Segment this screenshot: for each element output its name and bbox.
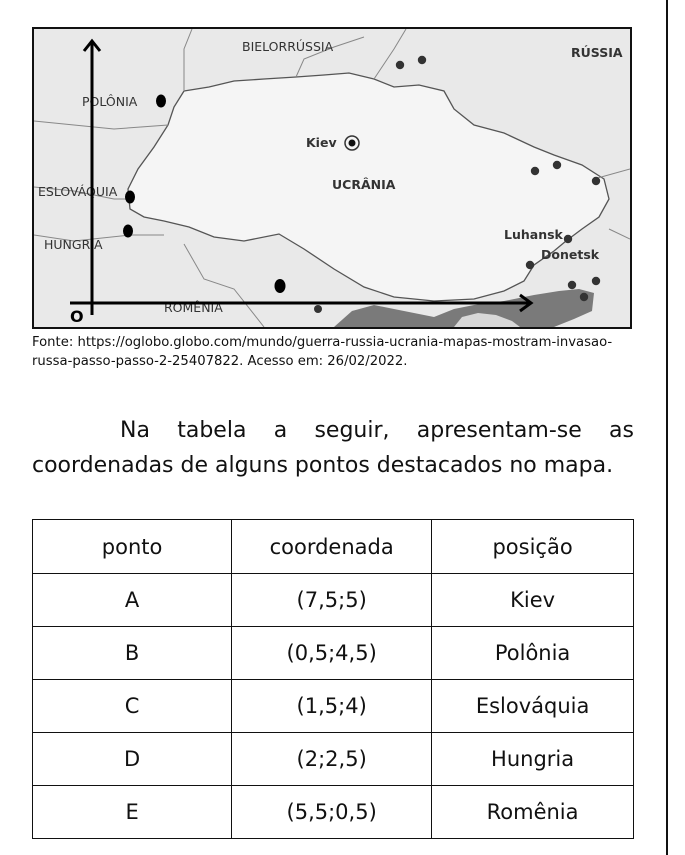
cell-coordenada: (1,5;4) xyxy=(232,680,432,733)
cell-coordenada: (7,5;5) xyxy=(232,574,432,627)
table-row xyxy=(33,627,634,680)
cell-ponto: B xyxy=(33,627,232,680)
label-donetsk: Donetsk xyxy=(541,247,600,262)
cell-ponto: D xyxy=(33,733,232,786)
label-luhansk: Luhansk xyxy=(504,227,563,242)
point-slovakia xyxy=(125,191,135,204)
cell-ponto: E xyxy=(33,786,232,839)
table-header-row xyxy=(33,520,634,574)
point-poland xyxy=(156,95,166,108)
header-posicao: posição xyxy=(432,520,634,574)
source-caption: Fonte: https://oglobo.globo.com/mundo/guerra-russia-ucrania-mapas-mostram-invasao-russa-passo-passo-2-25407822. Acesso em: 26/02/2022. xyxy=(32,335,613,369)
cell-posicao: Romênia xyxy=(432,786,634,839)
kiev-marker xyxy=(349,140,356,147)
label-ukraine: UCRÂNIA xyxy=(332,177,396,192)
cell-ponto: A xyxy=(33,574,232,627)
intro-paragraph: Na tabela a seguir, apresentam-se as coordenadas de alguns pontos destacados no mapa. xyxy=(32,418,634,478)
label-russia: RÚSSIA xyxy=(571,45,623,60)
cell-posicao: Kiev xyxy=(432,574,634,627)
cell-posicao: Eslováquia xyxy=(432,680,634,733)
cell-coordenada: (0,5;4,5) xyxy=(232,627,432,680)
cell-posicao: Polônia xyxy=(432,627,634,680)
page-margin-rule xyxy=(666,0,668,855)
label-belarus: BIELORRÚSSIA xyxy=(242,39,334,54)
map-canvas xyxy=(34,29,630,327)
label-hungary: HUNGRIA xyxy=(44,237,103,252)
label-poland: POLÔNIA xyxy=(82,94,138,109)
table-row xyxy=(33,680,634,733)
origin-label: O xyxy=(70,307,84,326)
label-kiev: Kiev xyxy=(306,135,337,150)
cell-posicao: Hungria xyxy=(432,733,634,786)
label-romania: ROMÊNIA xyxy=(164,300,223,315)
table-row xyxy=(33,574,634,627)
cell-coordenada: (2;2,5) xyxy=(232,733,432,786)
table-row xyxy=(33,733,634,786)
ukraine-map xyxy=(32,27,632,329)
cell-ponto: C xyxy=(33,680,232,733)
header-ponto: ponto xyxy=(33,520,232,574)
coordinates-table xyxy=(32,519,634,839)
label-slovakia: ESLOVÁQUIA xyxy=(38,184,118,199)
header-coordenada: coordenada xyxy=(232,520,432,574)
table-row xyxy=(33,786,634,839)
point-hungary xyxy=(123,225,133,238)
cell-coordenada: (5,5;0,5) xyxy=(232,786,432,839)
point-romania xyxy=(275,279,286,293)
